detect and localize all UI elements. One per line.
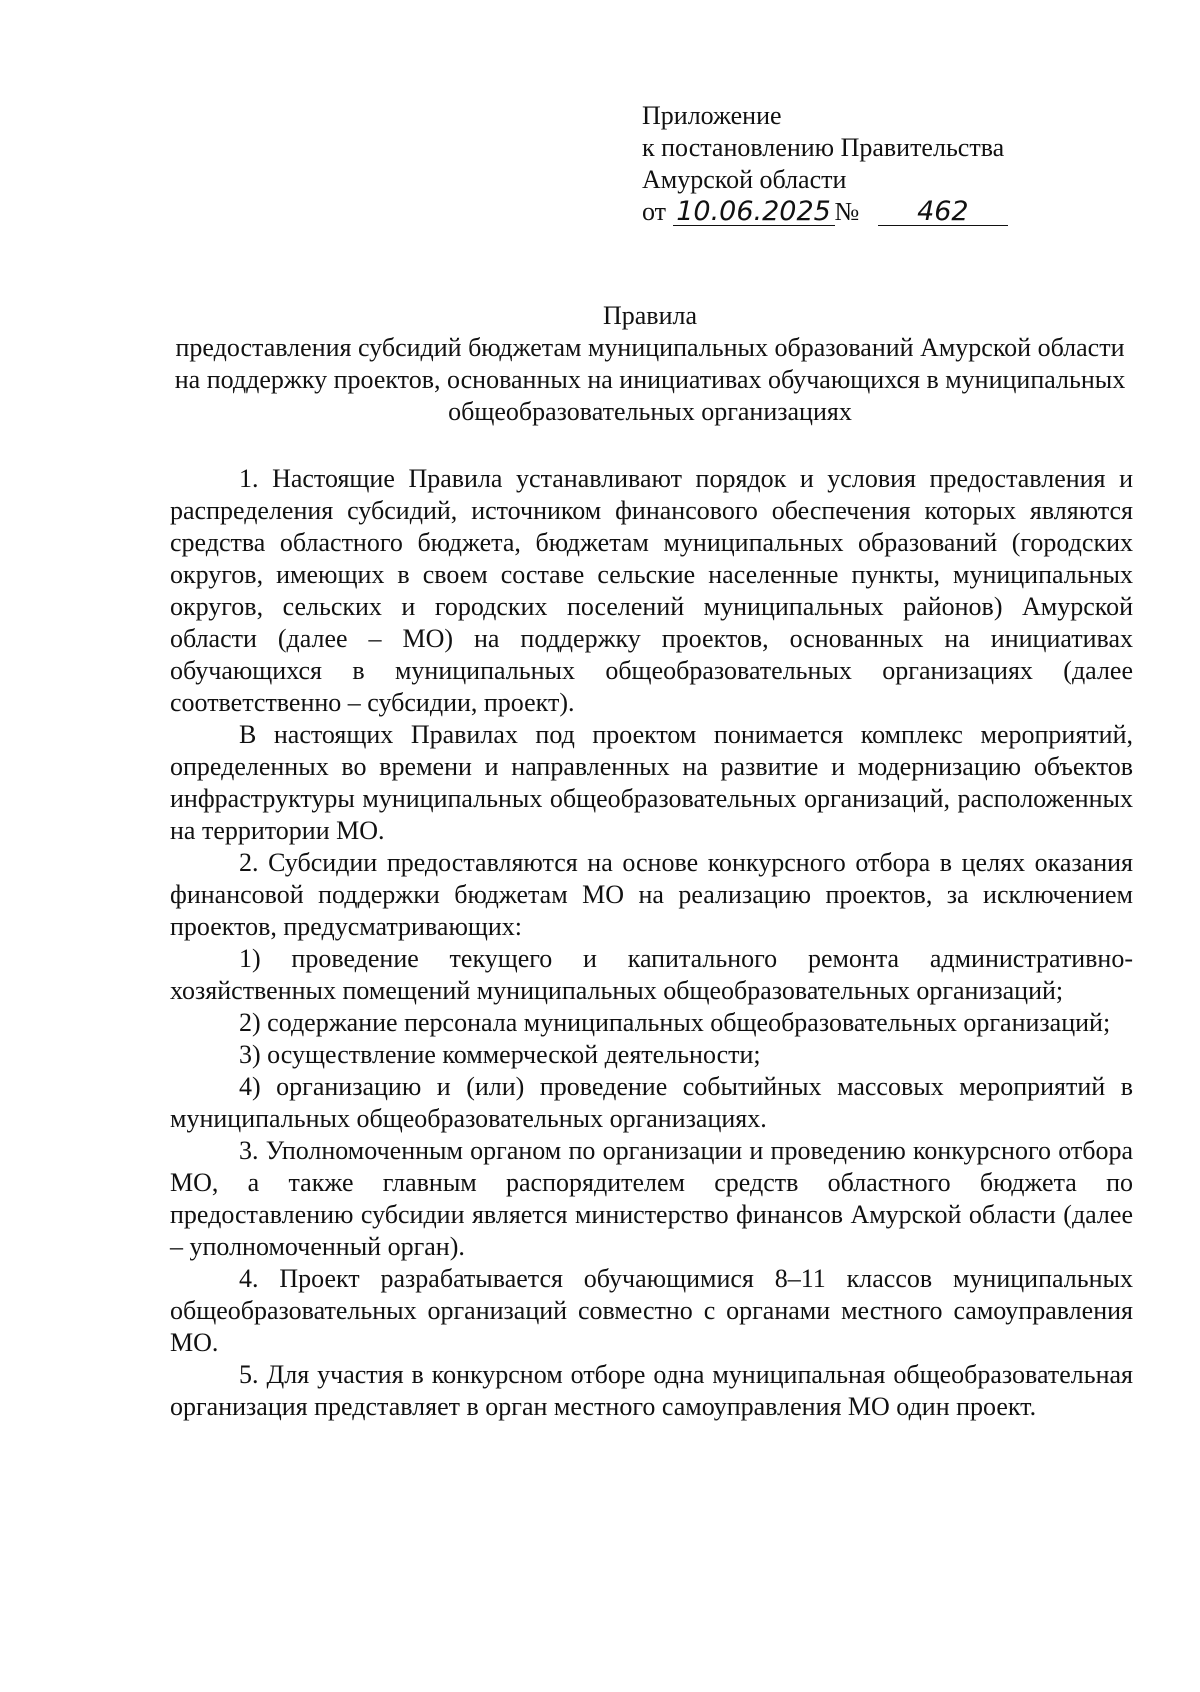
document-title-block bbox=[170, 300, 1130, 428]
paragraph-5: 5. Для участия в конкурсном отборе одна муниципальная общеобразовательная организация представляет в орган местного самоуправления МО один проект. bbox=[170, 1360, 1133, 1421]
appendix-header bbox=[642, 100, 1008, 228]
paragraph-3: 3. Уполномоченным органом по организации и проведению конкурсного отбора МО, а также главным распорядителем средств областного бюджета по предоставлению субсидии является министерство финансов Амурской области (далее – уполномоченный орган). bbox=[170, 1136, 1133, 1261]
paragraph-2-item-2: 2) содержание персонала муниципальных общеобразовательных организаций; bbox=[239, 1008, 1111, 1037]
document-body bbox=[170, 463, 1133, 1423]
handwritten-date: 10.06.2025 bbox=[673, 200, 835, 226]
paragraph-2: 2. Субсидии предоставляются на основе конкурсного отбора в целях оказания финансовой поддержки бюджетам МО на реализацию проектов, за исключением проектов, предусматривающих: bbox=[170, 848, 1133, 941]
handwritten-number: 462 bbox=[878, 200, 1008, 226]
appendix-reference: к постановлению Правительства bbox=[642, 133, 1005, 162]
appendix-date-line bbox=[642, 196, 1008, 228]
paragraph-2-item-1: 1) проведение текущего и капитального ремонта административно-хозяйственных помещений муниципальных общеобразовательных организаций; bbox=[170, 944, 1133, 1005]
appendix-title: Приложение bbox=[642, 101, 782, 130]
appendix-region: Амурской области bbox=[642, 165, 847, 194]
date-prefix: от bbox=[642, 197, 667, 226]
paragraph-2-item-4: 4) организацию и (или) проведение событийных массовых мероприятий в муниципальных общеобразовательных организациях. bbox=[170, 1072, 1133, 1133]
paragraph-1-definition: В настоящих Правилах под проектом понимается комплекс мероприятий, определенных во времени и направленных на развитие и модернизацию объектов инфраструктуры муниципальных общеобразовательных организаций, расположенных на территории МО. bbox=[170, 720, 1133, 845]
paragraph-4: 4. Проект разрабатывается обучающимися 8–11 классов муниципальных общеобразовательных организаций совместно с органами местного самоуправления МО. bbox=[170, 1264, 1133, 1357]
number-sign: № bbox=[834, 197, 860, 226]
paragraph-2-item-3: 3) осуществление коммерческой деятельности; bbox=[239, 1040, 761, 1069]
document-subtitle: предоставления субсидий бюджетам муниципальных образований Амурской области на поддержку проектов, основанных на инициативах обучающихся в муниципальных общеобразовательных организациях bbox=[174, 333, 1126, 426]
document-title: Правила bbox=[602, 301, 698, 330]
paragraph-1: 1. Настоящие Правила устанавливают порядок и условия предоставления и распределения субсидий, источником финансового обеспечения которых являются средства областного бюджета, бюджетам муниципальных образований (городских округов, имеющих в своем составе сельские населенные пункты, муниципальных округов, сельских и городских поселений муниципальных районов) Амурской области (далее – МО) на поддержку проектов, основанных на инициативах обучающихся в муниципальных общеобразовательных организациях (далее соответственно – субсидии, проект). bbox=[170, 464, 1133, 717]
